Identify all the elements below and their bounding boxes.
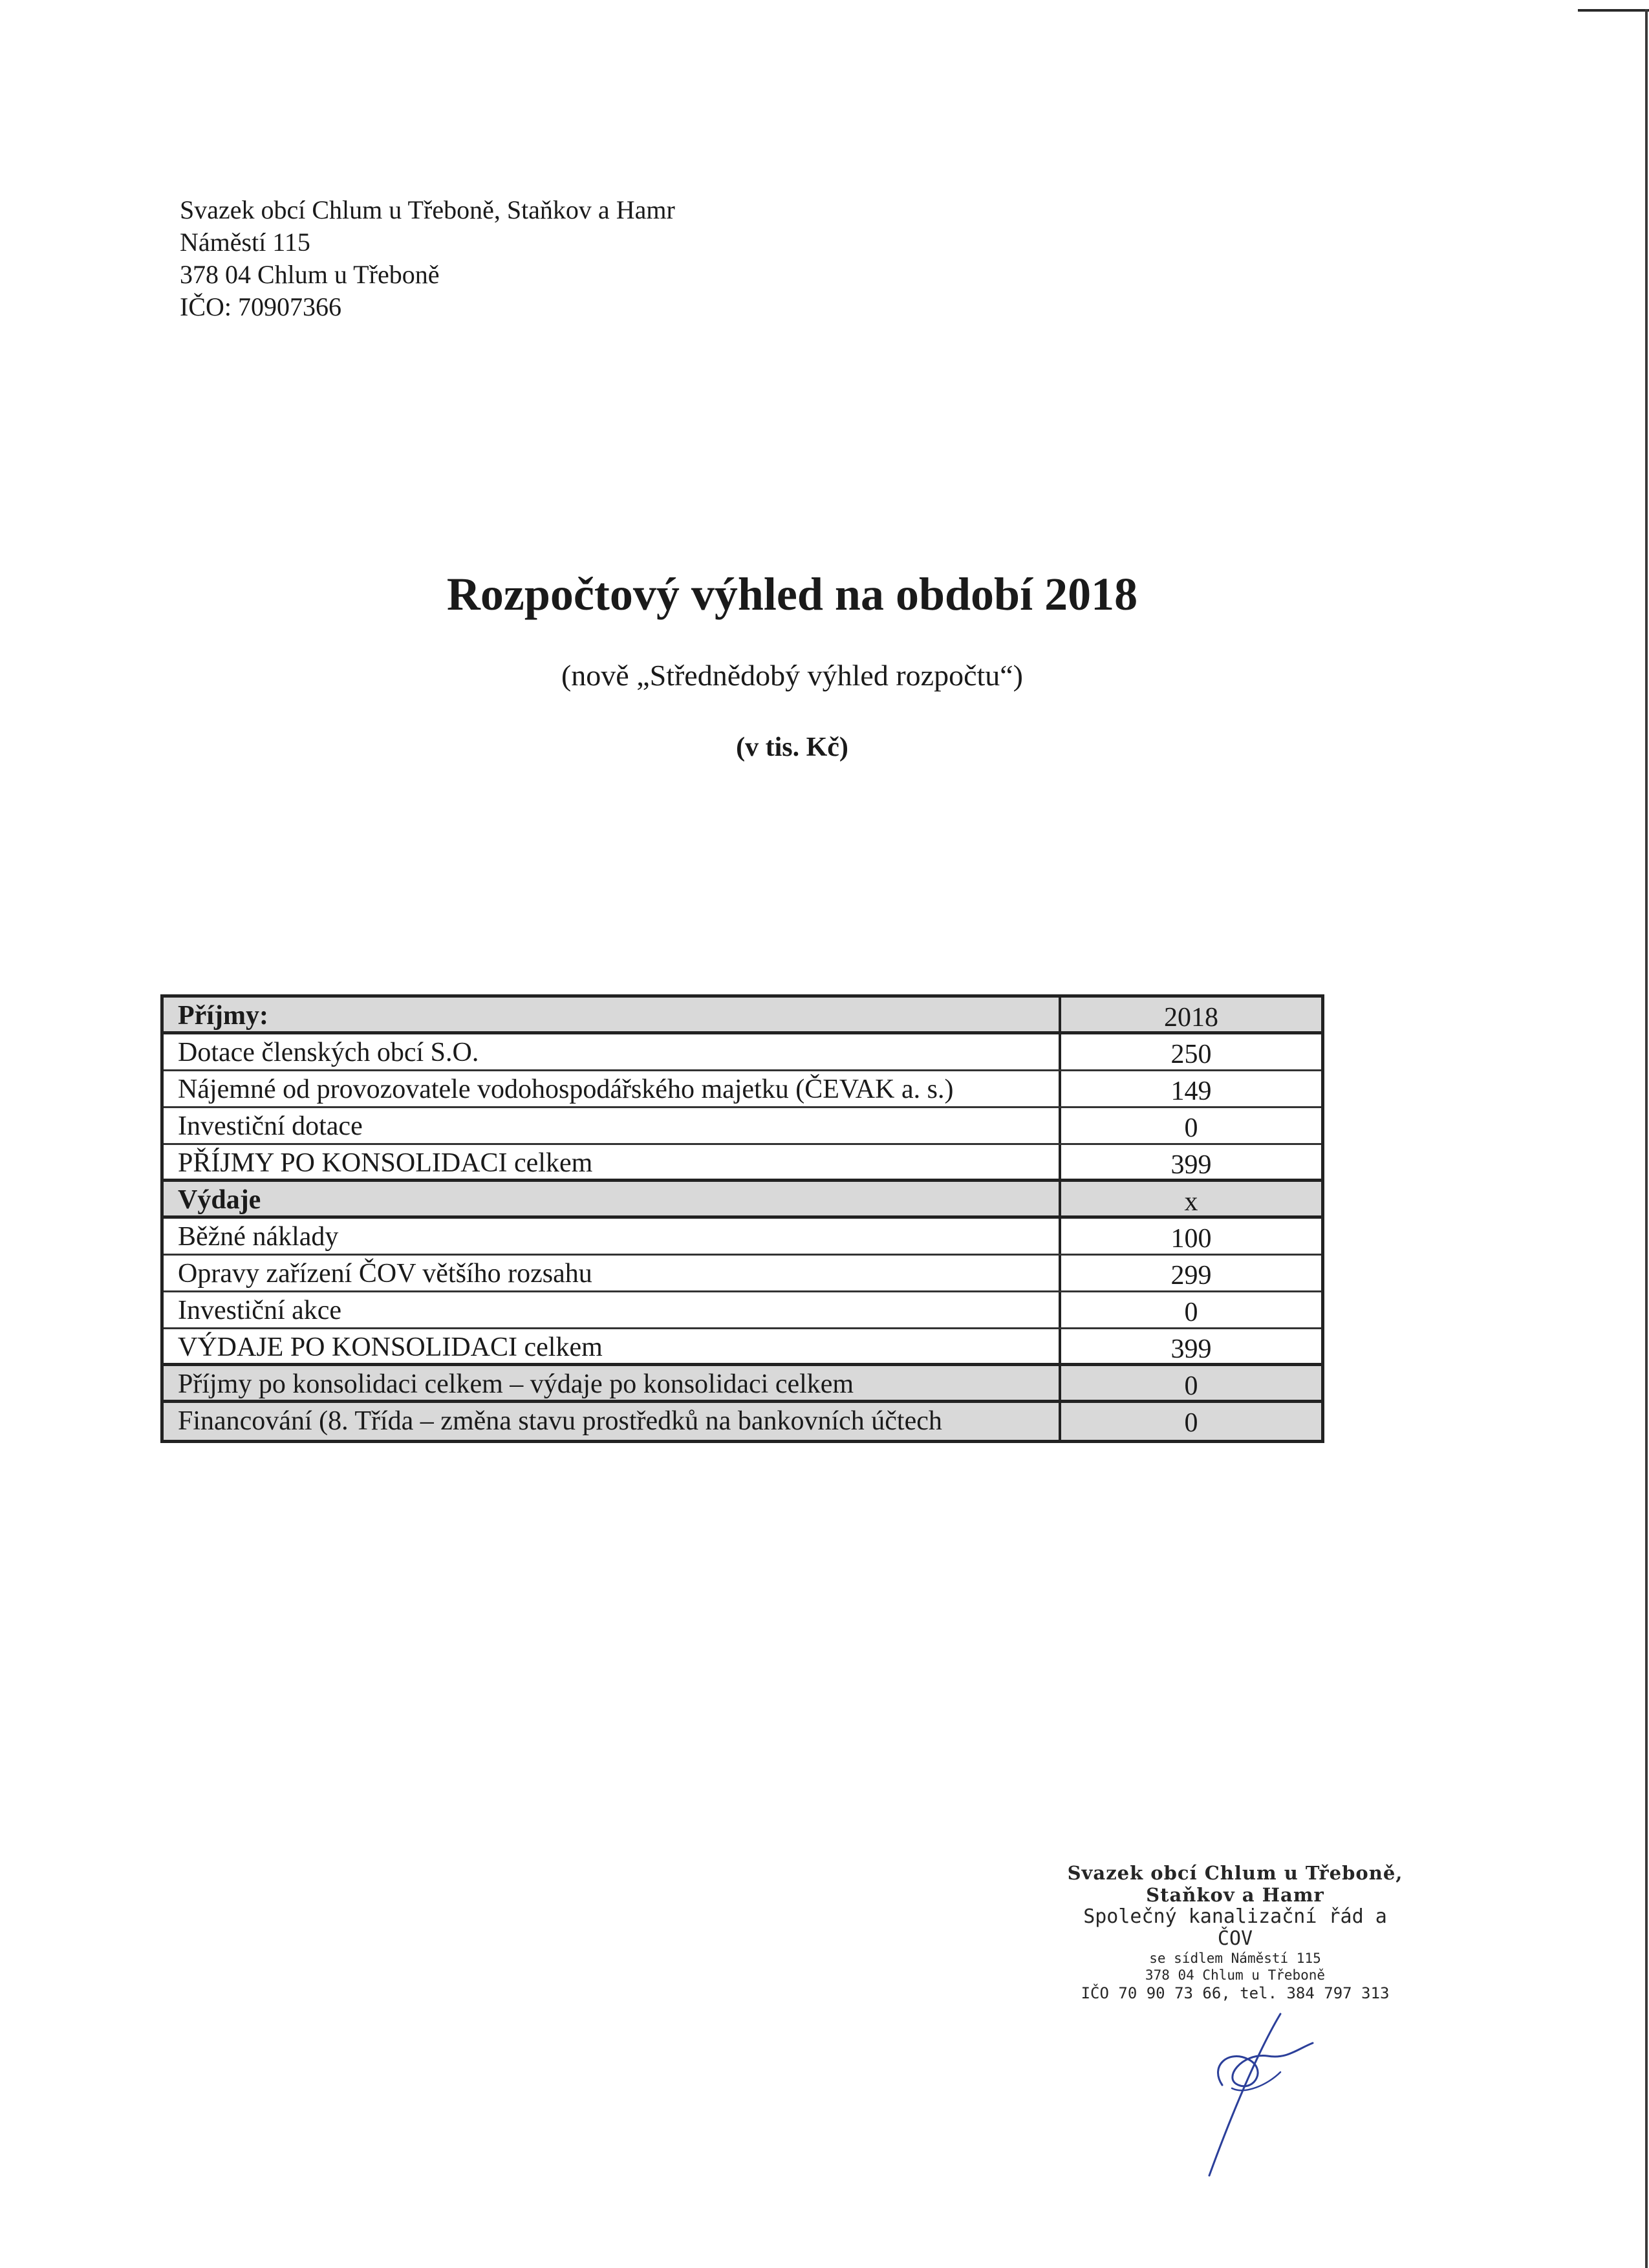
scan-edge-right	[1645, 9, 1648, 2268]
stamp-line: Staňkov a Hamr	[1146, 1884, 1324, 1906]
row-value: 149	[1170, 1076, 1212, 1106]
row-label: Financování (8. Třída – změna stavu prostředků na bankovních účtech	[164, 1403, 1061, 1440]
table-row-prijmy-header	[164, 998, 1321, 1034]
table-row-vydaje-total	[164, 1329, 1321, 1366]
row-value: 2018	[1164, 1003, 1218, 1032]
table-row-prijmy-total	[164, 1145, 1321, 1182]
handwritten-signature	[1183, 1988, 1352, 2182]
row-label: Investiční akce	[164, 1292, 1061, 1327]
row-label: Dotace členských obcí S.O.	[164, 1034, 1061, 1069]
row-label: VÝDAJE PO KONSOLIDACI celkem	[164, 1329, 1061, 1363]
sender-city: 378 04 Chlum u Třeboně	[180, 260, 440, 289]
row-label: Nájemné od provozovatele vodohospodářského majetku (ČEVAK a. s.)	[164, 1071, 1061, 1106]
row-label: Příjmy:	[164, 998, 1061, 1031]
row-value: 0	[1184, 1371, 1198, 1401]
organization-stamp	[1061, 1862, 1410, 2003]
stamp-line: Společný kanalizační řád a ČOV	[1083, 1905, 1387, 1950]
sender-ico: IČO: 70907366	[180, 292, 341, 321]
row-label: Příjmy po konsolidaci celkem – výdaje po konsolidaci celkem	[164, 1366, 1061, 1400]
row-value: 399	[1170, 1334, 1212, 1364]
sender-name: Svazek obcí Chlum u Třeboně, Staňkov a Hamr	[180, 195, 675, 224]
document-units: (v tis. Kč)	[736, 733, 848, 762]
scan-edge-top	[1578, 9, 1649, 12]
budget-table	[160, 994, 1324, 1443]
row-label: PŘÍJMY PO KONSOLIDACI celkem	[164, 1145, 1061, 1179]
table-row	[164, 1219, 1321, 1256]
table-row	[164, 1108, 1321, 1145]
table-row-vydaje-header	[164, 1182, 1321, 1219]
table-row	[164, 1292, 1321, 1329]
row-value: 0	[1184, 1408, 1198, 1438]
row-value: 250	[1170, 1040, 1212, 1069]
row-label: Běžné náklady	[164, 1219, 1061, 1254]
table-row-financing	[164, 1403, 1321, 1440]
row-value: 299	[1170, 1261, 1212, 1290]
stamp-line: IČO 70 90 73 66, tel. 384 797 313	[1081, 1984, 1390, 2002]
document-title: Rozpočtový výhled na období 2018	[446, 568, 1138, 620]
table-row	[164, 1071, 1321, 1108]
table-row	[164, 1256, 1321, 1292]
stamp-line: se sídlem Náměstí 115	[1149, 1951, 1321, 1966]
document-subtitle: (nově „Střednědobý výhled rozpočtu“)	[561, 659, 1024, 692]
table-row	[164, 1034, 1321, 1071]
table-row-balance	[164, 1366, 1321, 1403]
row-label: Opravy zařízení ČOV většího rozsahu	[164, 1256, 1061, 1290]
row-value: 0	[1184, 1298, 1198, 1327]
stamp-line: Svazek obcí Chlum u Třeboně,	[1067, 1862, 1403, 1884]
row-value: x	[1184, 1187, 1198, 1217]
sender-street: Náměstí 115	[180, 228, 310, 257]
row-value: 100	[1170, 1224, 1212, 1254]
row-value: 0	[1184, 1113, 1198, 1143]
sender-address	[180, 194, 675, 323]
row-value: 399	[1170, 1150, 1212, 1180]
row-label: Investiční dotace	[164, 1108, 1061, 1143]
stamp-line: 378 04 Chlum u Třeboně	[1145, 1967, 1326, 1983]
row-label: Výdaje	[164, 1182, 1061, 1215]
